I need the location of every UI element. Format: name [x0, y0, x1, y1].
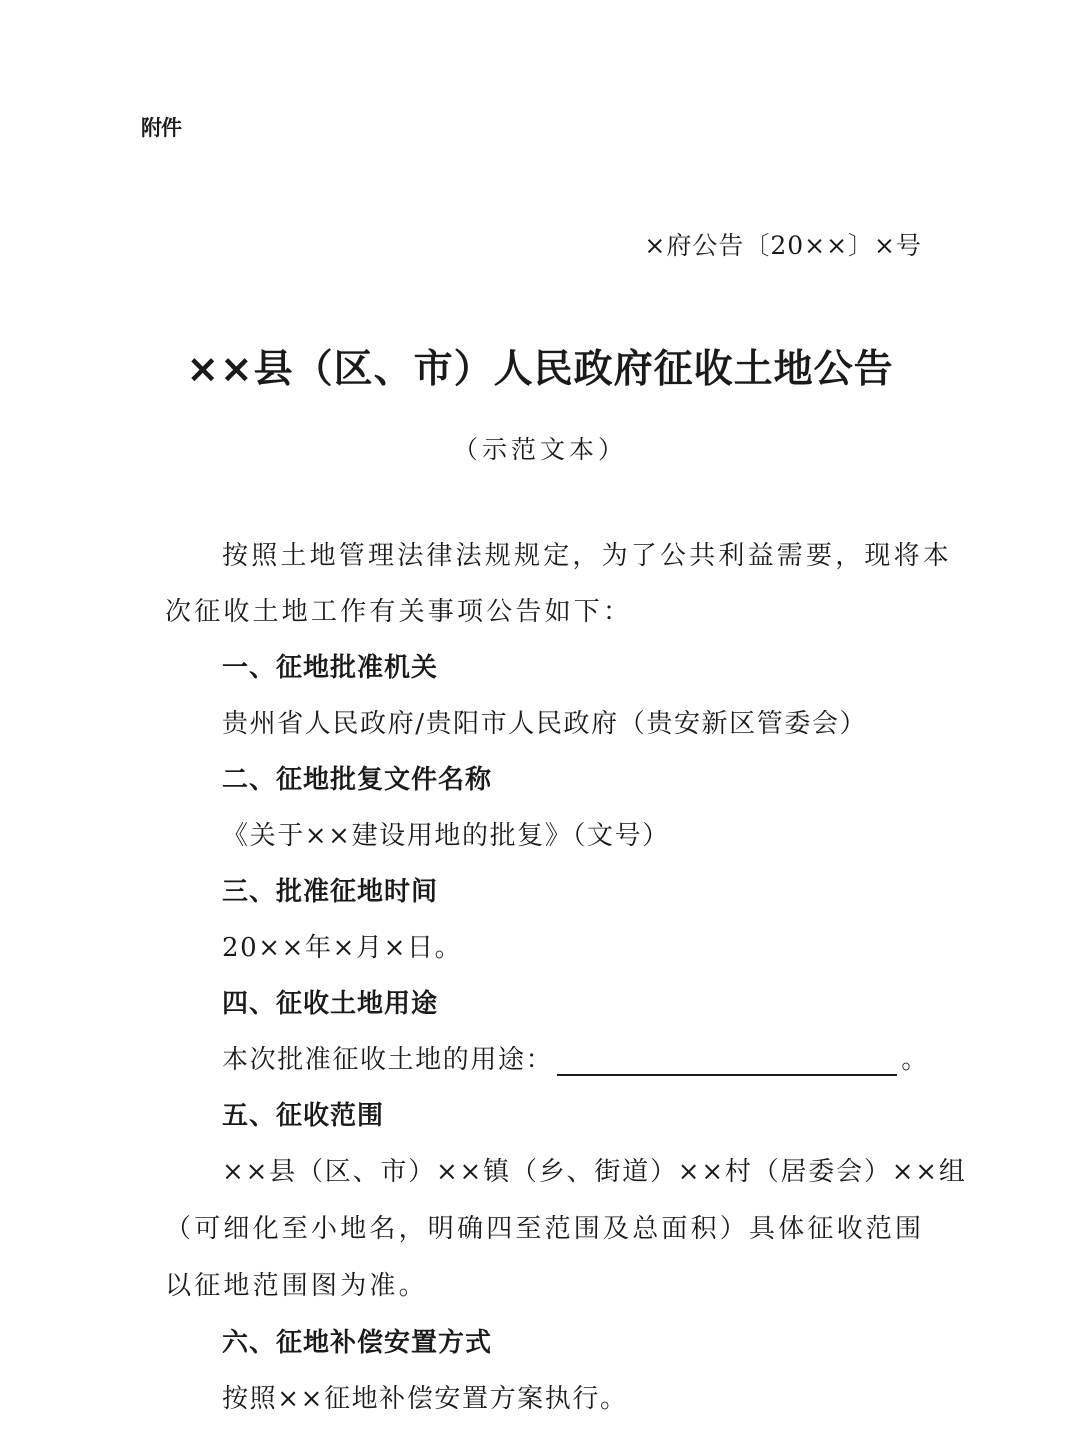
- section-4-text: [222, 1039, 929, 1076]
- section-4-text-suffix: 。: [901, 1045, 929, 1075]
- document-number: ×府公告〔20××〕×号: [644, 231, 922, 260]
- document-subtitle: （示范文本）: [452, 435, 627, 464]
- section-1-heading: 一、征地批准机关: [222, 653, 439, 683]
- intro-line-1: 按照土地管理法律法规规定，为了公共利益需要，现将本: [222, 541, 953, 571]
- section-2-heading: 二、征地批复文件名称: [222, 765, 493, 795]
- attachment-label: 附件: [141, 116, 181, 140]
- section-4-text-prefix: 本次批准征收土地的用途：: [222, 1045, 554, 1075]
- section-5-text-line-2: （可细化至小地名，明确四至范围及总面积）具体征收范围: [165, 1214, 925, 1244]
- section-3-heading: 三、批准征地时间: [222, 877, 439, 907]
- section-2-text: 《关于××建设用地的批复》（文号）: [222, 821, 670, 851]
- section-4-heading: 四、征收土地用途: [222, 989, 439, 1019]
- section-1-text: 贵州省人民政府/贵阳市人民政府（贵安新区管委会）: [222, 709, 868, 739]
- section-6-text: 按照××征地补偿安置方案执行。: [222, 1384, 628, 1414]
- document-title: ××县（区、市）人民政府征收土地公告: [186, 347, 894, 392]
- section-6-heading: 六、征地补偿安置方式: [222, 1328, 493, 1358]
- section-3-text: 20××年×月×日。: [222, 933, 463, 963]
- section-5-text-line-1: ××县（区、市）××镇（乡、街道）××村（居委会）××组: [222, 1157, 967, 1187]
- fill-in-blank-line: [557, 1046, 897, 1076]
- section-5-heading: 五、征收范围: [222, 1101, 385, 1131]
- intro-line-2: 次征收土地工作有关事项公告如下：: [165, 597, 633, 627]
- section-5-text-line-3: 以征地范围图为准。: [165, 1271, 428, 1301]
